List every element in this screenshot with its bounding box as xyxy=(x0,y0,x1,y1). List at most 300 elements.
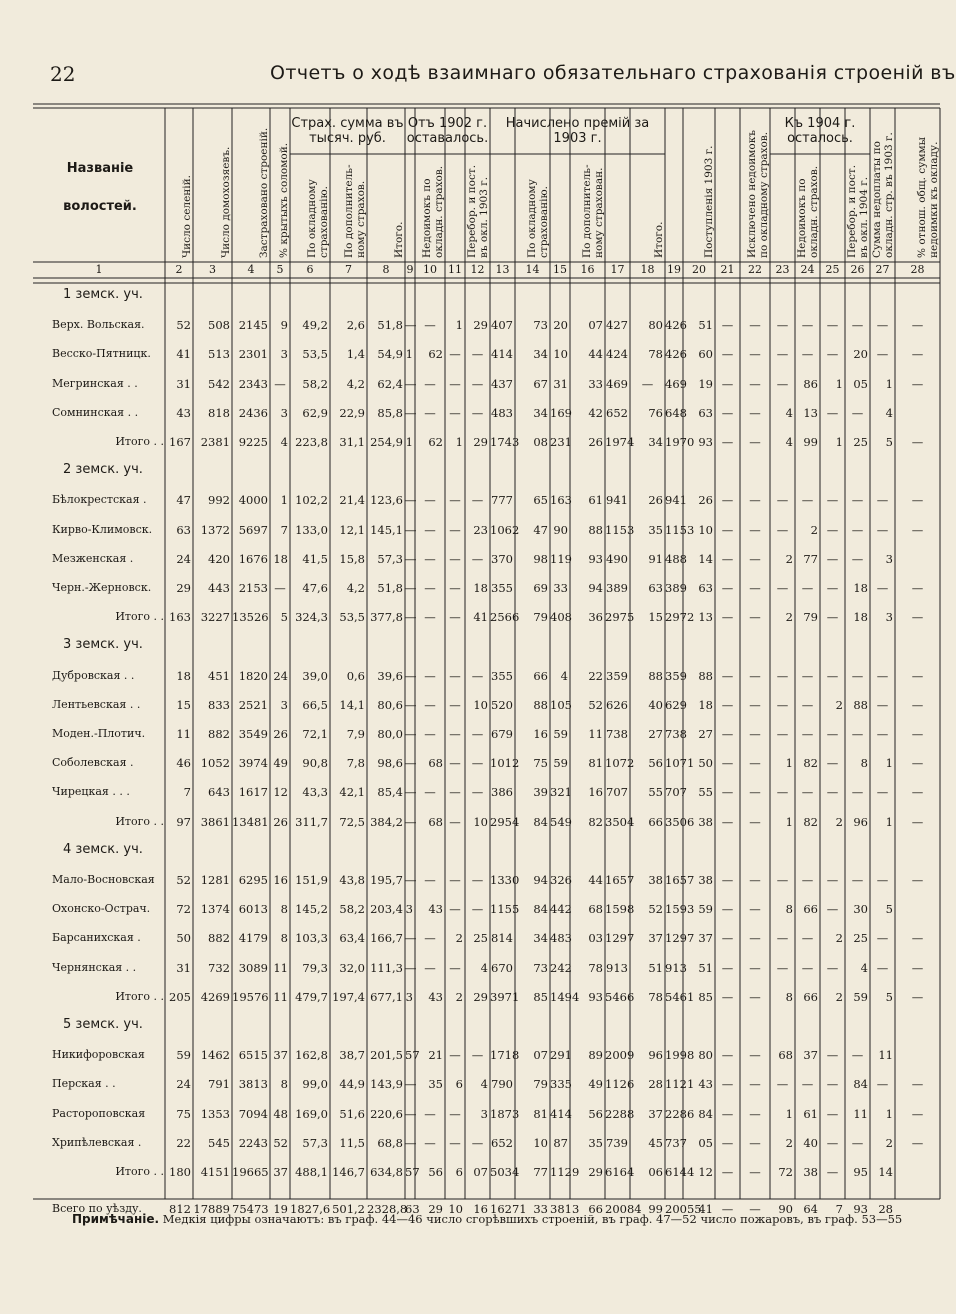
table-cell: — xyxy=(471,873,484,887)
table-cell: 68 xyxy=(428,756,443,771)
table-cell: 11 xyxy=(878,1048,893,1063)
table-cell: 163 xyxy=(550,493,572,508)
table-cell: 40 xyxy=(803,1135,818,1150)
table-cell: 2153 xyxy=(238,581,268,595)
table-cell: 59 xyxy=(698,902,713,917)
table-cell: — xyxy=(721,668,734,683)
table-cell: 707 xyxy=(606,785,628,800)
table-cell: — xyxy=(424,1135,436,1150)
table-cell: 72,5 xyxy=(339,814,365,829)
table-cell: 42 xyxy=(588,405,603,420)
column-header-c17: Итого. xyxy=(653,221,665,258)
table-cell: — xyxy=(851,785,864,800)
table-cell: — xyxy=(749,1165,761,1179)
table-cell: 49,2 xyxy=(302,318,328,333)
table-cell: 86 xyxy=(803,376,818,391)
table-cell: 545 xyxy=(208,1135,230,1150)
table-cell: — xyxy=(721,902,734,917)
table-cell: 1820 xyxy=(238,668,268,683)
table-cell: 63 xyxy=(176,522,191,537)
table-cell: 64 xyxy=(803,1202,818,1217)
table-cell: — xyxy=(471,493,484,508)
column-number: 12 xyxy=(470,263,485,276)
table-cell: 79 xyxy=(533,610,548,625)
column-header-c21: Исключено недоимокъ по окладному страхов. xyxy=(746,130,770,258)
table-cell: 10 xyxy=(533,1135,548,1150)
table-cell: — xyxy=(776,668,789,683)
table-cell: 75 xyxy=(176,1106,191,1121)
table-cell: — xyxy=(405,697,417,712)
table-cell: — xyxy=(911,727,924,741)
table-cell: 94 xyxy=(533,873,548,887)
table-cell: 43 xyxy=(176,405,191,420)
table-cell: 707 xyxy=(665,785,687,800)
grand-total-label: Всего по уѣзду. xyxy=(52,1202,142,1216)
table-cell: 254,9 xyxy=(370,435,403,449)
table-cell: 88 xyxy=(533,697,548,712)
table-cell: 2 xyxy=(835,931,843,946)
table-cell: 501,2 xyxy=(332,1202,365,1217)
table-cell: — xyxy=(911,522,924,537)
table-cell: — xyxy=(449,376,461,391)
table-cell: 88 xyxy=(853,697,868,712)
table-cell: 28 xyxy=(648,1077,663,1092)
table-cell: 39 xyxy=(533,785,548,800)
table-cell: 732 xyxy=(208,960,230,975)
table-cell: 105 xyxy=(550,697,572,712)
table-cell: — xyxy=(721,814,734,829)
table-cell: 51,8 xyxy=(377,581,403,595)
table-cell: — xyxy=(424,697,436,712)
table-cell: 3 xyxy=(280,347,288,362)
table-cell: 119 xyxy=(550,551,572,566)
table-cell: 2145 xyxy=(238,318,268,333)
table-cell: 36 xyxy=(588,610,603,625)
table-cell: 1071 xyxy=(665,756,695,771)
table-cell: 93 xyxy=(588,551,603,566)
table-cell: 96 xyxy=(853,814,868,829)
table-cell: 19 xyxy=(273,1202,288,1217)
table-cell: — xyxy=(876,960,889,975)
table-cell: 205 xyxy=(169,989,191,1004)
table-cell: — xyxy=(749,668,761,683)
table-cell: 51,8 xyxy=(377,318,403,333)
table-cell: 201,5 xyxy=(370,1048,403,1063)
table-cell: 324,3 xyxy=(295,610,328,625)
column-header-c9: Недоимокъ по окладн. страхов. xyxy=(421,165,445,258)
table-cell: — xyxy=(826,1077,839,1092)
table-cell: 738 xyxy=(606,727,628,741)
table-cell: 1153 xyxy=(665,522,695,537)
table-cell: 67 xyxy=(533,376,548,391)
table-cell: — xyxy=(449,727,461,741)
table-cell: — xyxy=(749,1135,761,1150)
table-cell: 88 xyxy=(648,668,663,683)
table-cell: 54,9 xyxy=(377,347,403,362)
table-cell: 38 xyxy=(698,873,713,887)
table-cell: 34 xyxy=(533,405,548,420)
table-cell: 72 xyxy=(778,1165,793,1179)
table-cell: — xyxy=(749,347,761,362)
table-cell: 44 xyxy=(588,347,603,362)
table-cell: 82 xyxy=(803,814,818,829)
table-cell: — xyxy=(911,376,924,391)
table-cell: — xyxy=(405,1135,417,1150)
table-cell: — xyxy=(424,318,436,333)
table-cell: — xyxy=(826,347,839,362)
table-cell: 43 xyxy=(428,989,443,1004)
table-cell: 145,2 xyxy=(295,902,328,917)
table-cell: 43,3 xyxy=(302,785,328,800)
table-cell: 414 xyxy=(491,347,513,362)
table-cell: — xyxy=(851,1048,864,1063)
table-cell: 1121 xyxy=(665,1077,695,1092)
table-cell: 1297 xyxy=(665,931,695,946)
column-number: 10 xyxy=(423,263,437,276)
table-cell: — xyxy=(721,960,734,975)
table-cell: — xyxy=(801,873,814,887)
table-cell: 359 xyxy=(606,668,628,683)
table-cell: — xyxy=(749,493,761,508)
table-cell: — xyxy=(405,1106,417,1121)
table-cell: 2009 xyxy=(605,1048,635,1063)
table-cell: — xyxy=(405,756,417,771)
table-cell: — xyxy=(424,960,436,975)
table-cell: 84 xyxy=(698,1106,713,1121)
table-cell: 483 xyxy=(550,931,572,946)
table-cell: 68,8 xyxy=(377,1135,403,1150)
table-cell: 326 xyxy=(550,873,572,887)
table-cell: 62,4 xyxy=(377,376,403,391)
table-cell: 4 xyxy=(860,960,868,975)
table-cell: 43 xyxy=(698,1077,713,1092)
page-number: 22 xyxy=(50,62,76,86)
column-header-c11: Перебор. и пост. въ окл. 1903 г. xyxy=(466,164,490,258)
table-cell: 96 xyxy=(648,1048,663,1063)
column-number: 26 xyxy=(850,263,865,276)
table-cell: — xyxy=(876,347,889,362)
table-cell: 77 xyxy=(533,1165,548,1179)
table-cell: 7 xyxy=(835,1202,843,1217)
table-cell: — xyxy=(876,785,889,800)
table-cell: 40 xyxy=(648,697,663,712)
table-cell: — xyxy=(721,551,734,566)
table-cell: — xyxy=(449,902,461,917)
table-cell: — xyxy=(471,727,484,741)
table-cell: 1676 xyxy=(238,551,268,566)
table-cell: 27 xyxy=(698,727,713,741)
table-cell: — xyxy=(721,405,734,420)
table-cell: 82 xyxy=(588,814,603,829)
table-cell: 18 xyxy=(853,610,868,625)
table-cell: 38 xyxy=(698,814,713,829)
table-cell: 80 xyxy=(698,1048,713,1063)
table-cell: 13526 xyxy=(232,610,269,625)
table-cell: — xyxy=(405,318,417,333)
table-cell: 19665 xyxy=(232,1165,269,1179)
table-cell: 5 xyxy=(885,435,893,449)
table-cell: — xyxy=(826,522,839,537)
table-cell: 882 xyxy=(208,727,230,741)
table-cell: 941 xyxy=(606,493,628,508)
table-cell: 738 xyxy=(665,727,687,741)
table-cell: 75473 xyxy=(232,1202,269,1217)
table-cell: 47,6 xyxy=(302,581,328,595)
total-row-label: Итого . . xyxy=(115,814,164,828)
table-cell: 24 xyxy=(273,668,288,683)
table-cell: 3 xyxy=(885,551,893,566)
table-cell: — xyxy=(826,756,839,771)
table-cell: 58,2 xyxy=(302,376,328,391)
table-cell: 38 xyxy=(803,1165,818,1179)
table-cell: 59 xyxy=(176,1048,191,1063)
table-cell: — xyxy=(449,493,461,508)
table-cell: — xyxy=(449,756,461,771)
table-cell: — xyxy=(274,581,286,595)
table-cell: 20055 xyxy=(665,1202,702,1217)
table-cell: 626 xyxy=(606,697,628,712)
table-cell: 542 xyxy=(208,376,230,391)
table-cell: 26 xyxy=(588,435,603,449)
table-cell: 89 xyxy=(588,1048,603,1063)
table-cell: 426 xyxy=(665,347,687,362)
table-cell: — xyxy=(424,668,436,683)
table-cell: 2 xyxy=(785,551,793,566)
table-cell: 426 xyxy=(665,318,687,333)
table-cell: 420 xyxy=(208,551,230,566)
table-cell: 14 xyxy=(878,1165,893,1179)
table-cell: 143,9 xyxy=(370,1077,403,1092)
column-number: 22 xyxy=(748,263,762,276)
table-cell: 169,0 xyxy=(295,1106,328,1121)
row-name: Бѣлокрестская . xyxy=(52,493,147,507)
table-cell: 2972 xyxy=(665,610,695,625)
table-cell: 451 xyxy=(208,668,230,683)
column-number: 25 xyxy=(825,263,840,276)
column-number: 16 xyxy=(580,263,595,276)
table-cell: — xyxy=(851,668,864,683)
table-cell: 242 xyxy=(550,960,572,975)
table-cell: 407 xyxy=(491,318,513,333)
column-header-c4: Застраховано строеній. xyxy=(258,127,270,258)
table-cell: 1281 xyxy=(200,873,230,887)
table-cell: — xyxy=(405,814,417,829)
table-cell: 33 xyxy=(588,376,603,391)
table-cell: 44 xyxy=(588,873,603,887)
table-cell: 1974 xyxy=(605,435,635,449)
table-cell: 7,8 xyxy=(346,756,365,771)
table-cell: 05 xyxy=(698,1135,713,1150)
table-cell: 2 xyxy=(455,989,463,1004)
table-cell: 20 xyxy=(553,318,568,333)
table-cell: 2975 xyxy=(605,610,635,625)
table-cell: 5697 xyxy=(238,522,268,537)
table-cell: 913 xyxy=(665,960,687,975)
table-cell: 22 xyxy=(176,1135,191,1150)
row-name: Барсанихская . xyxy=(52,931,141,945)
table-cell: 913 xyxy=(606,960,628,975)
table-cell: 07 xyxy=(588,318,603,333)
table-cell: 1155 xyxy=(490,902,520,917)
table-cell: 52 xyxy=(588,697,603,712)
table-cell: 77 xyxy=(803,551,818,566)
table-cell: 1598 xyxy=(605,902,635,917)
table-cell: 8 xyxy=(860,756,868,771)
table-cell: — xyxy=(721,873,734,887)
table-cell: 49 xyxy=(273,756,288,771)
table-cell: 1 xyxy=(885,814,893,829)
table-cell: 30 xyxy=(853,902,868,917)
table-cell: 66 xyxy=(803,902,818,917)
table-cell: — xyxy=(749,376,761,391)
table-cell: 508 xyxy=(208,318,230,333)
table-cell: 4179 xyxy=(238,931,268,946)
table-cell: — xyxy=(776,581,789,595)
table-cell: 06 xyxy=(648,1165,663,1179)
table-cell: 80,6 xyxy=(377,697,403,712)
table-cell: — xyxy=(801,960,814,975)
table-cell: 197,4 xyxy=(332,989,365,1004)
table-cell: 146,7 xyxy=(332,1165,365,1179)
table-cell: 102,2 xyxy=(295,493,328,508)
table-cell: 8 xyxy=(280,1077,288,1092)
table-cell: 66 xyxy=(533,668,548,683)
table-cell: 81 xyxy=(533,1106,548,1121)
table-cell: — xyxy=(876,873,889,887)
table-cell: 2 xyxy=(785,610,793,625)
table-cell: 1 xyxy=(785,756,793,771)
column-number: 23 xyxy=(775,263,790,276)
table-cell: — xyxy=(776,318,789,333)
table-cell: 1593 xyxy=(665,902,695,917)
row-name: Перская . . xyxy=(52,1077,116,1091)
table-cell: 3227 xyxy=(200,610,230,625)
table-cell: 490 xyxy=(606,551,628,566)
table-cell: — xyxy=(749,1106,761,1121)
table-cell: 16 xyxy=(588,785,603,800)
table-cell: 31 xyxy=(176,960,191,975)
table-cell: — xyxy=(471,347,484,362)
table-cell: — xyxy=(721,989,734,1004)
table-cell: — xyxy=(911,347,924,362)
column-number: 11 xyxy=(448,263,462,276)
table-cell: 2 xyxy=(835,697,843,712)
table-cell: 80,0 xyxy=(377,727,403,741)
table-cell: — xyxy=(749,727,761,741)
table-cell: — xyxy=(826,493,839,508)
table-cell: — xyxy=(776,376,789,391)
table-cell: 520 xyxy=(491,697,513,712)
table-cell: — xyxy=(471,376,484,391)
table-cell: 78 xyxy=(648,989,663,1004)
table-cell: 427 xyxy=(606,318,628,333)
table-cell: 42,1 xyxy=(339,785,365,800)
row-name: Моден.-Плотич. xyxy=(52,727,146,740)
table-cell: 4000 xyxy=(238,493,268,508)
column-number: 27 xyxy=(875,263,890,276)
table-cell: — xyxy=(851,551,864,566)
row-name: Сомнинская . . xyxy=(52,405,139,419)
table-cell: — xyxy=(721,756,734,771)
table-cell: 167 xyxy=(169,435,191,449)
table-cell: 87 xyxy=(553,1135,568,1150)
table-cell: — xyxy=(876,697,889,712)
table-cell: 98,6 xyxy=(377,756,403,771)
table-cell: 2,6 xyxy=(346,318,365,333)
table-cell: 2288 xyxy=(605,1106,635,1121)
table-cell: 3504 xyxy=(605,814,635,829)
table-cell: 85 xyxy=(698,989,713,1004)
table-cell: 99 xyxy=(803,435,818,449)
table-cell: 2343 xyxy=(238,376,268,391)
column-number: 9 xyxy=(406,263,414,276)
column-header-c27: Сумма недоплаты по окладн. стр. въ 1903 г. xyxy=(871,132,895,258)
table-cell: — xyxy=(749,814,761,829)
table-cell: 55 xyxy=(648,785,663,800)
table-cell: 5 xyxy=(885,989,893,1004)
table-cell: 61 xyxy=(803,1106,818,1121)
table-cell: 16271 xyxy=(490,1202,527,1217)
table-cell: 1998 xyxy=(665,1048,695,1063)
table-cell: 59 xyxy=(553,756,568,771)
table-cell: — xyxy=(449,1135,461,1150)
table-cell: 8 xyxy=(280,931,288,946)
table-cell: 151,9 xyxy=(295,873,328,887)
table-cell: 31 xyxy=(553,376,568,391)
table-cell: 94 xyxy=(588,581,603,595)
table-cell: — xyxy=(405,727,417,741)
table-cell: 1 xyxy=(455,318,463,333)
table-cell: 84 xyxy=(533,902,548,917)
table-cell: — xyxy=(449,668,461,683)
table-cell: — xyxy=(749,435,761,449)
column-header-c5: % крытыхъ соломой. xyxy=(278,142,290,258)
table-cell: 25 xyxy=(473,931,488,946)
table-cell: 11 xyxy=(273,960,288,975)
table-cell: 34 xyxy=(533,347,548,362)
table-cell: — xyxy=(876,931,889,946)
table-cell: 3 xyxy=(280,405,288,420)
table-cell: 98 xyxy=(533,551,548,566)
table-cell: 370 xyxy=(491,551,513,566)
table-cell: 45 xyxy=(648,1135,663,1150)
table-cell: 648 xyxy=(665,405,687,420)
table-cell: — xyxy=(911,493,924,508)
table-cell: 169 xyxy=(550,405,572,420)
table-cell: 07 xyxy=(533,1048,548,1063)
table-cell: 483 xyxy=(491,405,513,420)
table-cell: — xyxy=(911,610,924,625)
table-cell: 85 xyxy=(533,989,548,1004)
table-cell: — xyxy=(721,376,734,391)
table-cell: — xyxy=(826,1048,839,1063)
table-cell: 4 xyxy=(885,405,893,420)
table-cell: 679 xyxy=(491,727,513,741)
table-cell: 17889 xyxy=(193,1202,230,1217)
table-cell: 1372 xyxy=(200,522,230,537)
table-cell: 34 xyxy=(648,435,663,449)
table-cell: 634,8 xyxy=(370,1165,403,1179)
table-cell: 51 xyxy=(648,960,663,975)
table-cell: 5466 xyxy=(605,989,635,1004)
table-cell: 97 xyxy=(176,814,191,829)
table-cell: 2 xyxy=(835,989,843,1004)
table-cell: 37 xyxy=(803,1048,818,1063)
table-cell: 38 xyxy=(648,873,663,887)
table-cell: 677,1 xyxy=(370,989,403,1004)
table-cell: 6 xyxy=(455,1165,463,1179)
row-name: Соболевская . xyxy=(52,756,134,770)
